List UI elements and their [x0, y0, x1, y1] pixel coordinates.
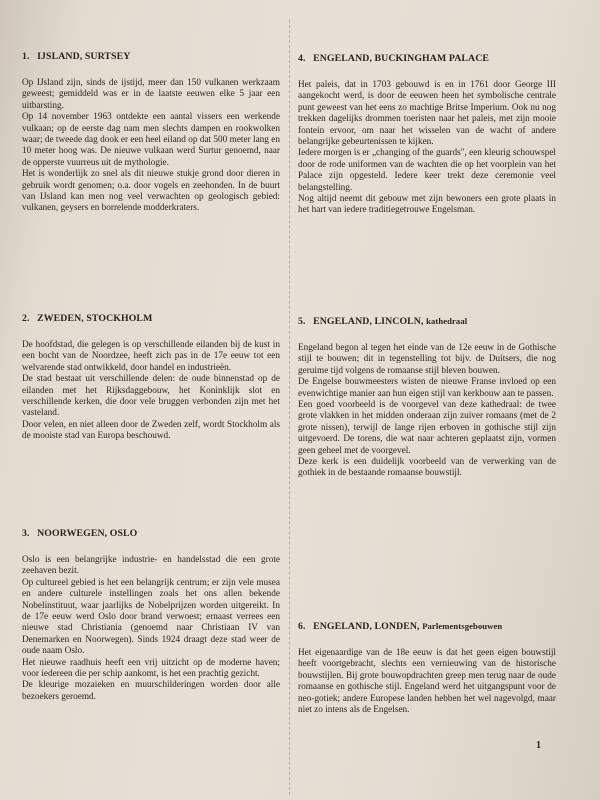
column-divider	[289, 20, 290, 795]
section-subtitle: Parlementsgebouwen	[422, 621, 503, 631]
section-number: 1.	[22, 51, 30, 62]
paragraph: Deze kerk is een duidelijk voorbeeld van de verwerking van de gothiek in de bestaande romaanse bouwstijl.	[298, 457, 556, 479]
section-number: 3.	[22, 528, 30, 539]
section-4-buckingham	[298, 53, 556, 217]
paragraph: De hoofdstad, die gelegen is op verschillende eilanden bij de kust in een bocht van de Noordzee, heeft zich pas in de 17e eeuw tot een welvarende stad ontwikkeld, door handel en industrieën.	[22, 340, 280, 373]
paragraph: Op cultureel gebied is het een belangrijk centrum; er zijn vele musea en andere culturele instellingen zoals het ons allen bekende Nobelinstituut, waar jaarlijks de Nobelprijzen worden uitgereikt. In de 17e eeuw werd Oslo door brand verwoest; ernaast verrees een nieuwe stad Christiania (genoemd naar Christiaan IV van Denemarken en Noorwegen). Sinds 1924 draagt deze stad weer de oude naam Oslo.	[22, 577, 280, 657]
section-subtitle: kathedraal	[426, 316, 468, 326]
paragraph: Op IJsland zijn, sinds de ijstijd, meer dan 150 vulkanen werkzaam geweest; gemiddeld was er in de laatste eeuwen elke 5 jaar een uitbarsting.	[22, 78, 280, 111]
paragraph: Het eigenaardige van de 18e eeuw is dat het geen eigen bouwstijl heeft voortgebracht, slechts een vernieuwing van de historische bouwstijlen. Bij grote bouwopdrachten greep men terug naar de oude romaanse en gothische stijl. Engeland werd het uitgangspunt voor de neo-gotiek; andere Europese landen hebben het wel nagevolgd, maar niet zo intens als de Engelsen.	[298, 648, 556, 716]
paragraph: Iedere morgen is er „changing of the guards", een kleurig schouwspel door de rode uniformen van de wachten die op het voorplein van het Palace zijn opgesteld. Iedere keer trekt deze ceremonie veel belangstelling.	[298, 148, 556, 193]
section-heading	[22, 528, 280, 539]
paragraph: Een goed voorbeeld is de voorgevel van deze kathedraal: de twee grote vlakken in het midden onderaan zijn zuiver romaans (met de 2 grote nissen), terwijl de lange rijen erboven in gothische stijl zijn uitgevoerd. De torens, die wat naar achteren geplaatst zijn, vormen geen geheel met de voorgevel.	[298, 400, 556, 456]
section-number: 2.	[22, 313, 30, 324]
section-1-ijsland	[22, 51, 280, 215]
section-heading	[298, 621, 556, 632]
section-title: ENGELAND, LINCOLN,	[313, 316, 424, 327]
paragraph: De Engelse bouwmeesters wisten de nieuwe Franse invloed op een evenwichtige manier aan hun eigen stijl van kerkbouw aan te passen.	[298, 377, 556, 399]
section-title: ENGELAND, LONDEN,	[313, 621, 420, 632]
paragraph: Het nieuwe raadhuis heeft een vrij uitzicht op de moderne haven; voor iedereen die per schip aankomt, is het een prachtig gezicht.	[22, 657, 280, 680]
section-2-zweden	[22, 313, 280, 443]
section-title: NOORWEGEN, OSLO	[37, 528, 138, 539]
section-number: 5.	[298, 316, 306, 327]
section-title: ENGELAND, BUCKINGHAM PALACE	[313, 53, 490, 64]
section-6-londen	[298, 621, 556, 716]
section-heading	[22, 51, 280, 62]
paragraph: Door velen, en niet alleen door de Zweden zelf, wordt Stockholm als de mooiste stad van Europa beschouwd.	[22, 419, 280, 442]
paragraph: Nog altijd neemt dit gebouw met zijn bewoners een grote plaats in het hart van iedere traditiegetrouwe Engelsman.	[298, 194, 556, 216]
section-number: 6.	[298, 621, 306, 632]
paragraph: De kleurige mozaieken en muurschilderingen worden door alle bezoekers geroemd.	[22, 680, 280, 702]
page-number: 1	[536, 740, 541, 751]
section-title: ZWEDEN, STOCKHOLM	[37, 313, 153, 324]
paragraph: Op 14 november 1963 ontdekte een aantal vissers een werkende vulkaan; op de eerste dag nam men slechts dampen en rookwolken waar; de tweede dag dook er een heel eiland op dat 500 meter lang en 10 meter hoog was. De nieuwe vulkaan werd Surtur genoemd, naar de opperste vuurreus uit de mythologie.	[22, 112, 280, 168]
paragraph: Engeland begon al tegen het einde van de 12e eeuw in de Gothische stijl te bouwen; dit in tegenstelling tot bijv. de Duitsers, die nog geruime tijd volgens de romaanse stijl bleven bouwen.	[298, 343, 556, 376]
section-title: IJSLAND, SURTSEY	[37, 51, 131, 62]
section-heading	[22, 313, 280, 324]
paragraph: Oslo is een belangrijke industrie- en handelsstad die een grote zeehaven bezit.	[22, 555, 280, 577]
section-3-noorwegen	[22, 528, 280, 703]
section-heading	[298, 316, 556, 327]
paragraph: Het paleis, dat in 1703 gebouwd is en in 1761 door George III aangekocht werd, is door de eeuwen heen het symbolische centrale punt geweest van het eens zo machtige Britse Imperium. Ook nu nog trekken dagelijks drommen toeristen naar het paleis, met zijn mooie fontein ervoor, om naar het wisselen van de wacht of andere belangrijke gebeurtenissen te kijken.	[298, 80, 556, 148]
paragraph: De stad bestaat uit verschillende delen: de oude binnenstad op de eilanden met het Rijksdaggebouw, het Koninklijk slot en verschillende kerken, die door vele bruggen verbonden zijn met het vasteland.	[22, 374, 280, 419]
section-heading	[298, 53, 556, 64]
section-number: 4.	[298, 53, 306, 64]
section-5-lincoln	[298, 316, 556, 480]
paragraph: Het is wonderlijk zo snel als dit nieuwe stukje grond door dieren in gebruik wordt genomen; o.a. door vogels en zeehonden. In de buurt van IJsland kan men nog veel verwachten op geologisch gebied: vulkanen, geysers en borrelende modderkraters.	[22, 169, 280, 214]
